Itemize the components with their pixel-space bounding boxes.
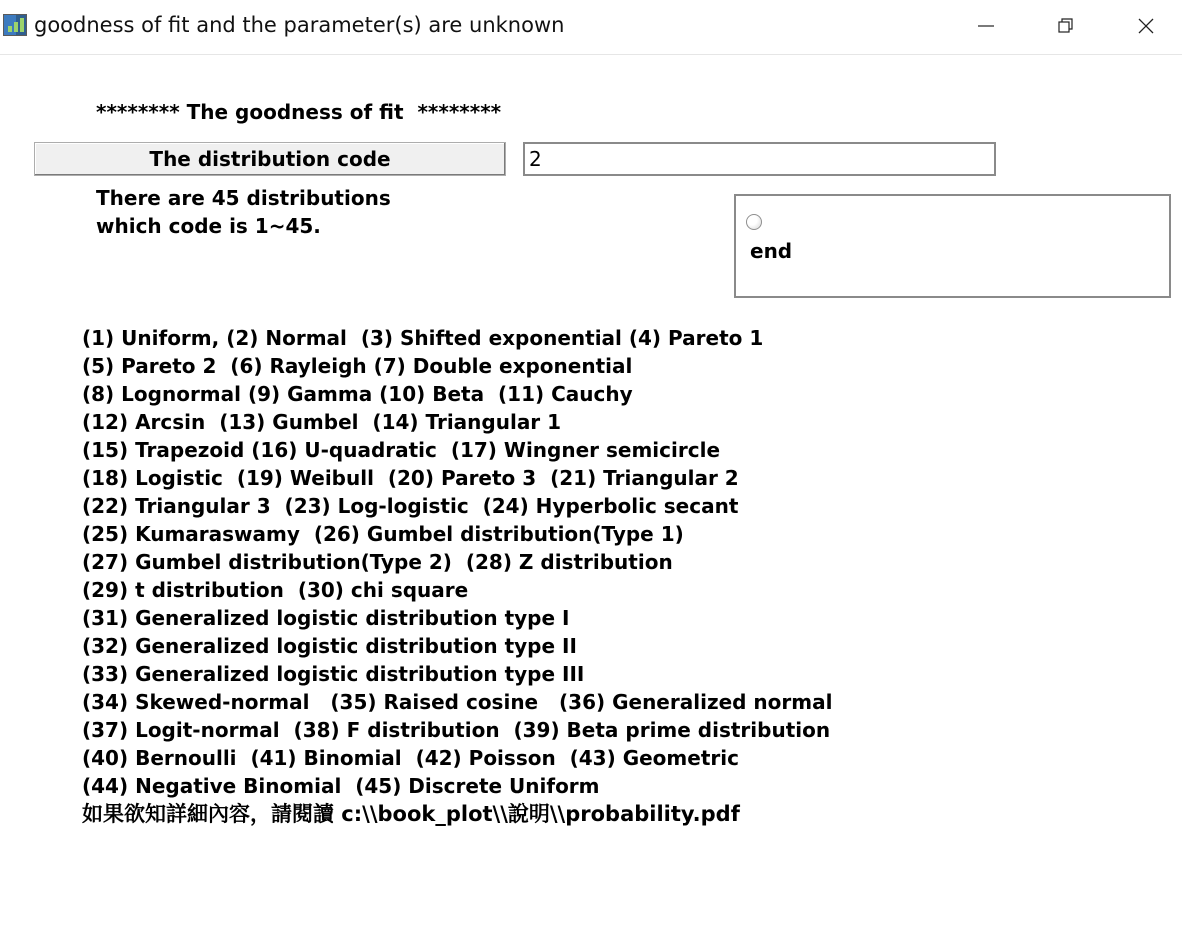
close-icon: [1137, 17, 1155, 35]
restore-icon: [1057, 17, 1075, 35]
end-radio-button[interactable]: [746, 214, 762, 230]
list-item: (15) Trapezoid (16) U-quadratic (17) Wingner semicircle: [82, 438, 721, 462]
distribution-code-input[interactable]: [523, 142, 996, 176]
list-item: (32) Generalized logistic distribution type II: [82, 634, 577, 658]
help-file-note: 如果欲知詳細內容，請閱讀 c:\\book_plot\\說明\\probability.pdf: [82, 802, 740, 826]
distribution-code-button[interactable]: The distribution code: [34, 142, 506, 176]
end-radio-label[interactable]: end: [750, 239, 793, 263]
info-line: There are 45 distributions: [96, 186, 391, 210]
list-item: (33) Generalized logistic distribution type III: [82, 662, 585, 686]
option-group: [734, 194, 1171, 298]
distribution-list: [82, 324, 832, 800]
title-bar[interactable]: [0, 0, 1182, 55]
list-item: (37) Logit-normal (38) F distribution (39) Beta prime distribution: [82, 718, 831, 742]
list-item: (25) Kumaraswamy (26) Gumbel distribution(Type 1): [82, 522, 684, 546]
list-item: (1) Uniform, (2) Normal (3) Shifted exponential (4) Pareto 1: [82, 326, 764, 350]
info-line: which code is 1~45.: [96, 214, 321, 238]
app-icon: [3, 14, 27, 36]
list-item: (31) Generalized logistic distribution type I: [82, 606, 570, 630]
list-item: (29) t distribution (30) chi square: [82, 578, 469, 602]
list-item: (27) Gumbel distribution(Type 2) (28) Z distribution: [82, 550, 673, 574]
list-item: (34) Skewed-normal (35) Raised cosine (36) Generalized normal: [82, 690, 833, 714]
close-button[interactable]: [1106, 0, 1182, 52]
list-item: (22) Triangular 3 (23) Log-logistic (24) Hyperbolic secant: [82, 494, 739, 518]
list-item: (40) Bernoulli (41) Binomial (42) Poisson (43) Geometric: [82, 746, 739, 770]
list-item: (12) Arcsin (13) Gumbel (14) Triangular 1: [82, 410, 562, 434]
list-item: (44) Negative Binomial (45) Discrete Uniform: [82, 774, 600, 798]
list-item: (18) Logistic (19) Weibull (20) Pareto 3 (21) Triangular 2: [82, 466, 739, 490]
restore-button[interactable]: [1026, 0, 1106, 52]
list-item: (8) Lognormal (9) Gamma (10) Beta (11) Cauchy: [82, 382, 633, 406]
minimize-button[interactable]: [946, 0, 1026, 52]
window-title: goodness of fit and the parameter(s) are unknown: [34, 13, 565, 37]
page-heading: ******** The goodness of fit ********: [96, 100, 502, 124]
distribution-info: [96, 184, 391, 240]
list-item: (5) Pareto 2 (6) Rayleigh (7) Double exponential: [82, 354, 633, 378]
minimize-icon: [977, 17, 995, 35]
